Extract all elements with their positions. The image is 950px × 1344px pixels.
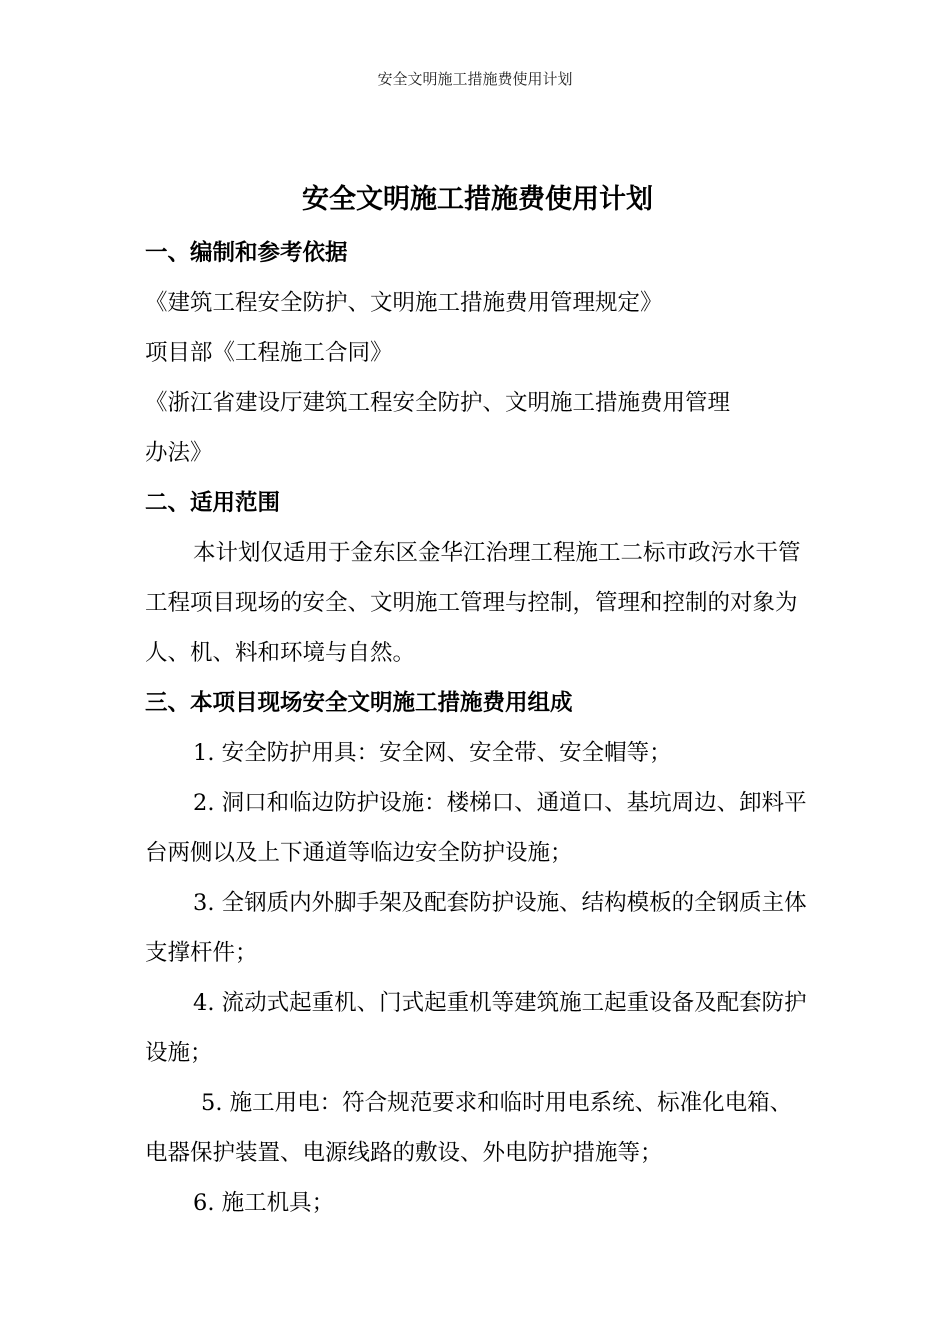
composition-item: 1. 安全防护用具：安全网、安全带、安全帽等； bbox=[193, 740, 672, 766]
document-body bbox=[145, 178, 810, 1228]
composition-item: 2. 洞口和临边防护设施：楼梯口、通道口、基坑周边、卸料平台两侧以及上下通道等临边安全防护设施； bbox=[145, 790, 807, 866]
reference-item: 《浙江省建设厅建筑工程安全防护、文明施工措施费用管理 bbox=[145, 390, 731, 416]
running-header: 安全文明施工措施费使用计划 bbox=[377, 70, 573, 88]
composition-item: 3. 全钢质内外脚手架及配套防护设施、结构模板的全钢质主体支撑杆件； bbox=[145, 890, 807, 966]
composition-item: 6. 施工机具； bbox=[193, 1190, 335, 1216]
composition-item: 4. 流动式起重机、门式起重机等建筑施工起重设备及配套防护设施； bbox=[145, 990, 807, 1066]
composition-item: 5. 施工用电：符合规范要求和临时用电系统、标准化电箱、电器保护装置、电源线路的敷设、外电防护措施等； bbox=[145, 1090, 793, 1166]
reference-item: 《建筑工程安全防护、文明施工措施费用管理规定》 bbox=[145, 290, 663, 316]
reference-item: 项目部《工程施工合同》 bbox=[145, 340, 393, 366]
reference-item-continuation: 办法》 bbox=[145, 440, 213, 466]
section-heading-scope: 二、适用范围 bbox=[145, 490, 281, 516]
section-heading-basis: 一、编制和参考依据 bbox=[145, 240, 348, 266]
section-heading-composition: 三、本项目现场安全文明施工措施费用组成 bbox=[145, 690, 573, 716]
document-title: 安全文明施工措施费使用计划 bbox=[302, 184, 653, 215]
scope-paragraph: 本计划仅适用于金东区金华江治理工程施工二标市政污水干管工程项目现场的安全、文明施工管理与控制，管理和控制的对象为人、机、料和环境与自然。 bbox=[145, 540, 801, 666]
